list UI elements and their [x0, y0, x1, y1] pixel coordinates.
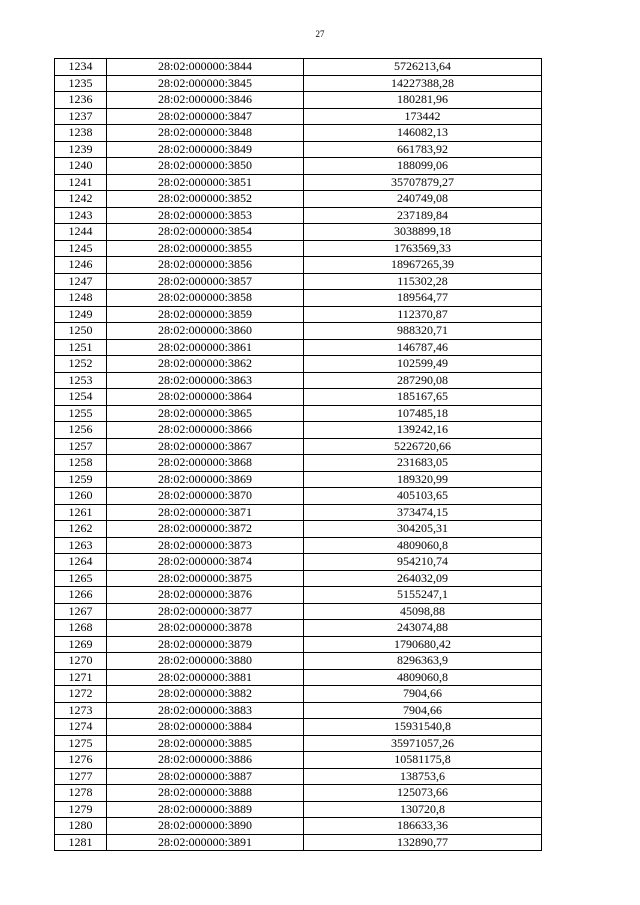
table-row — [55, 554, 542, 571]
row-number-cell: 1275 — [55, 735, 107, 752]
row-number-cell: 1269 — [55, 636, 107, 653]
table-row — [55, 405, 542, 422]
row-number-cell: 1238 — [55, 125, 107, 142]
cadastral-number-cell: 28:02:000000:3875 — [107, 570, 304, 587]
cadastral-number-cell: 28:02:000000:3850 — [107, 158, 304, 175]
value-cell: 189320,99 — [304, 471, 542, 488]
table-row — [55, 339, 542, 356]
value-cell: 146082,13 — [304, 125, 542, 142]
row-number-cell: 1267 — [55, 603, 107, 620]
table-row — [55, 290, 542, 307]
cadastral-number-cell: 28:02:000000:3851 — [107, 174, 304, 191]
value-cell: 264032,09 — [304, 570, 542, 587]
table-row — [55, 570, 542, 587]
table-body — [55, 59, 542, 851]
row-number-cell: 1245 — [55, 240, 107, 257]
table-row — [55, 686, 542, 703]
value-cell: 3038899,18 — [304, 224, 542, 241]
cadastral-number-cell: 28:02:000000:3890 — [107, 818, 304, 835]
value-cell: 138753,6 — [304, 768, 542, 785]
row-number-cell: 1253 — [55, 372, 107, 389]
row-number-cell: 1261 — [55, 504, 107, 521]
cadastral-number-cell: 28:02:000000:3869 — [107, 471, 304, 488]
table-row — [55, 603, 542, 620]
value-cell: 287290,08 — [304, 372, 542, 389]
table-row — [55, 636, 542, 653]
row-number-cell: 1237 — [55, 108, 107, 125]
cadastral-number-cell: 28:02:000000:3857 — [107, 273, 304, 290]
table-row — [55, 75, 542, 92]
row-number-cell: 1251 — [55, 339, 107, 356]
table-row — [55, 488, 542, 505]
cadastral-number-cell: 28:02:000000:3854 — [107, 224, 304, 241]
value-cell: 7904,66 — [304, 702, 542, 719]
table-row — [55, 224, 542, 241]
value-cell: 112370,87 — [304, 306, 542, 323]
table-row — [55, 306, 542, 323]
row-number-cell: 1258 — [55, 455, 107, 472]
cadastral-number-cell: 28:02:000000:3867 — [107, 438, 304, 455]
row-number-cell: 1263 — [55, 537, 107, 554]
table-row — [55, 372, 542, 389]
row-number-cell: 1246 — [55, 257, 107, 274]
value-cell: 115302,28 — [304, 273, 542, 290]
value-cell: 132890,77 — [304, 834, 542, 851]
table-row — [55, 471, 542, 488]
cadastral-number-cell: 28:02:000000:3853 — [107, 207, 304, 224]
row-number-cell: 1247 — [55, 273, 107, 290]
cadastral-number-cell: 28:02:000000:3872 — [107, 521, 304, 538]
value-cell: 8296363,9 — [304, 653, 542, 670]
row-number-cell: 1249 — [55, 306, 107, 323]
table-row — [55, 438, 542, 455]
cadastral-number-cell: 28:02:000000:3846 — [107, 92, 304, 109]
row-number-cell: 1271 — [55, 669, 107, 686]
row-number-cell: 1252 — [55, 356, 107, 373]
value-cell: 1763569,33 — [304, 240, 542, 257]
value-cell: 185167,65 — [304, 389, 542, 406]
table-row — [55, 323, 542, 340]
value-cell: 189564,77 — [304, 290, 542, 307]
value-cell: 4809060,8 — [304, 537, 542, 554]
value-cell: 102599,49 — [304, 356, 542, 373]
row-number-cell: 1250 — [55, 323, 107, 340]
value-cell: 35971057,26 — [304, 735, 542, 752]
table-row — [55, 108, 542, 125]
value-cell: 188099,06 — [304, 158, 542, 175]
cadastral-number-cell: 28:02:000000:3848 — [107, 125, 304, 142]
row-number-cell: 1240 — [55, 158, 107, 175]
row-number-cell: 1281 — [55, 834, 107, 851]
cadastral-number-cell: 28:02:000000:3877 — [107, 603, 304, 620]
value-cell: 139242,16 — [304, 422, 542, 439]
table-row — [55, 521, 542, 538]
value-cell: 45098,88 — [304, 603, 542, 620]
cadastral-number-cell: 28:02:000000:3885 — [107, 735, 304, 752]
cadastral-number-cell: 28:02:000000:3863 — [107, 372, 304, 389]
cadastral-number-cell: 28:02:000000:3873 — [107, 537, 304, 554]
table-row — [55, 356, 542, 373]
value-cell: 5155247,1 — [304, 587, 542, 604]
table-row — [55, 240, 542, 257]
row-number-cell: 1256 — [55, 422, 107, 439]
cadastral-number-cell: 28:02:000000:3868 — [107, 455, 304, 472]
cadastral-number-cell: 28:02:000000:3859 — [107, 306, 304, 323]
row-number-cell: 1243 — [55, 207, 107, 224]
table-row — [55, 174, 542, 191]
value-cell: 304205,31 — [304, 521, 542, 538]
value-cell: 15931540,8 — [304, 719, 542, 736]
value-cell: 373474,15 — [304, 504, 542, 521]
value-cell: 7904,66 — [304, 686, 542, 703]
cadastral-number-cell: 28:02:000000:3844 — [107, 59, 304, 76]
table-row — [55, 587, 542, 604]
value-cell: 243074,88 — [304, 620, 542, 637]
table-row — [55, 702, 542, 719]
row-number-cell: 1241 — [55, 174, 107, 191]
row-number-cell: 1236 — [55, 92, 107, 109]
value-cell: 186633,36 — [304, 818, 542, 835]
cadastral-number-cell: 28:02:000000:3849 — [107, 141, 304, 158]
value-cell: 237189,84 — [304, 207, 542, 224]
value-cell: 4809060,8 — [304, 669, 542, 686]
cadastral-number-cell: 28:02:000000:3883 — [107, 702, 304, 719]
row-number-cell: 1273 — [55, 702, 107, 719]
table-row — [55, 207, 542, 224]
row-number-cell: 1255 — [55, 405, 107, 422]
value-cell: 5726213,64 — [304, 59, 542, 76]
value-cell: 130720,8 — [304, 801, 542, 818]
cadastral-number-cell: 28:02:000000:3855 — [107, 240, 304, 257]
row-number-cell: 1264 — [55, 554, 107, 571]
value-cell: 180281,96 — [304, 92, 542, 109]
cadastral-number-cell: 28:02:000000:3865 — [107, 405, 304, 422]
table-row — [55, 768, 542, 785]
cadastral-number-cell: 28:02:000000:3880 — [107, 653, 304, 670]
table-row — [55, 158, 542, 175]
table-row — [55, 537, 542, 554]
cadastral-number-cell: 28:02:000000:3870 — [107, 488, 304, 505]
row-number-cell: 1242 — [55, 191, 107, 208]
row-number-cell: 1276 — [55, 752, 107, 769]
table-row — [55, 504, 542, 521]
table-row — [55, 141, 542, 158]
value-cell: 10581175,8 — [304, 752, 542, 769]
row-number-cell: 1239 — [55, 141, 107, 158]
row-number-cell: 1244 — [55, 224, 107, 241]
cadastral-number-cell: 28:02:000000:3847 — [107, 108, 304, 125]
row-number-cell: 1277 — [55, 768, 107, 785]
value-cell: 18967265,39 — [304, 257, 542, 274]
cadastral-number-cell: 28:02:000000:3881 — [107, 669, 304, 686]
row-number-cell: 1235 — [55, 75, 107, 92]
value-cell: 107485,18 — [304, 405, 542, 422]
row-number-cell: 1278 — [55, 785, 107, 802]
table-row — [55, 834, 542, 851]
row-number-cell: 1279 — [55, 801, 107, 818]
row-number-cell: 1268 — [55, 620, 107, 637]
value-cell: 988320,71 — [304, 323, 542, 340]
row-number-cell: 1248 — [55, 290, 107, 307]
table-row — [55, 653, 542, 670]
page-number: 27 — [315, 29, 325, 39]
cadastral-number-cell: 28:02:000000:3882 — [107, 686, 304, 703]
table-row — [55, 257, 542, 274]
cadastral-number-cell: 28:02:000000:3845 — [107, 75, 304, 92]
table-row — [55, 785, 542, 802]
cadastral-number-cell: 28:02:000000:3891 — [107, 834, 304, 851]
row-number-cell: 1257 — [55, 438, 107, 455]
table-row — [55, 620, 542, 637]
row-number-cell: 1254 — [55, 389, 107, 406]
value-cell: 125073,66 — [304, 785, 542, 802]
row-number-cell: 1265 — [55, 570, 107, 587]
value-cell: 231683,05 — [304, 455, 542, 472]
cadastral-number-cell: 28:02:000000:3878 — [107, 620, 304, 637]
cadastral-number-cell: 28:02:000000:3852 — [107, 191, 304, 208]
value-cell: 14227388,28 — [304, 75, 542, 92]
table-row — [55, 422, 542, 439]
row-number-cell: 1260 — [55, 488, 107, 505]
row-number-cell: 1266 — [55, 587, 107, 604]
cadastral-number-cell: 28:02:000000:3874 — [107, 554, 304, 571]
value-cell: 1790680,42 — [304, 636, 542, 653]
cadastral-number-cell: 28:02:000000:3886 — [107, 752, 304, 769]
cadastral-number-cell: 28:02:000000:3864 — [107, 389, 304, 406]
table-row — [55, 92, 542, 109]
cadastral-number-cell: 28:02:000000:3888 — [107, 785, 304, 802]
row-number-cell: 1270 — [55, 653, 107, 670]
cadastral-number-cell: 28:02:000000:3861 — [107, 339, 304, 356]
table-row — [55, 273, 542, 290]
table-row — [55, 125, 542, 142]
cadastral-number-cell: 28:02:000000:3879 — [107, 636, 304, 653]
row-number-cell: 1280 — [55, 818, 107, 835]
value-cell: 146787,46 — [304, 339, 542, 356]
table-row — [55, 719, 542, 736]
cadastral-number-cell: 28:02:000000:3887 — [107, 768, 304, 785]
table-row — [55, 455, 542, 472]
value-cell: 661783,92 — [304, 141, 542, 158]
row-number-cell: 1274 — [55, 719, 107, 736]
row-number-cell: 1259 — [55, 471, 107, 488]
table-row — [55, 735, 542, 752]
cadastral-number-cell: 28:02:000000:3860 — [107, 323, 304, 340]
table-row — [55, 801, 542, 818]
value-cell: 5226720,66 — [304, 438, 542, 455]
table-row — [55, 752, 542, 769]
cadastral-number-cell: 28:02:000000:3884 — [107, 719, 304, 736]
value-cell: 954210,74 — [304, 554, 542, 571]
table-row — [55, 389, 542, 406]
value-cell: 35707879,27 — [304, 174, 542, 191]
cadastral-number-cell: 28:02:000000:3866 — [107, 422, 304, 439]
cadastral-number-cell: 28:02:000000:3871 — [107, 504, 304, 521]
cadastral-value-table — [54, 58, 542, 851]
table-row — [55, 59, 542, 76]
row-number-cell: 1234 — [55, 59, 107, 76]
value-cell: 173442 — [304, 108, 542, 125]
row-number-cell: 1272 — [55, 686, 107, 703]
value-cell: 405103,65 — [304, 488, 542, 505]
cadastral-number-cell: 28:02:000000:3889 — [107, 801, 304, 818]
cadastral-number-cell: 28:02:000000:3858 — [107, 290, 304, 307]
value-cell: 240749,08 — [304, 191, 542, 208]
table-row — [55, 191, 542, 208]
cadastral-number-cell: 28:02:000000:3876 — [107, 587, 304, 604]
row-number-cell: 1262 — [55, 521, 107, 538]
cadastral-number-cell: 28:02:000000:3862 — [107, 356, 304, 373]
table-row — [55, 818, 542, 835]
table-row — [55, 669, 542, 686]
cadastral-number-cell: 28:02:000000:3856 — [107, 257, 304, 274]
